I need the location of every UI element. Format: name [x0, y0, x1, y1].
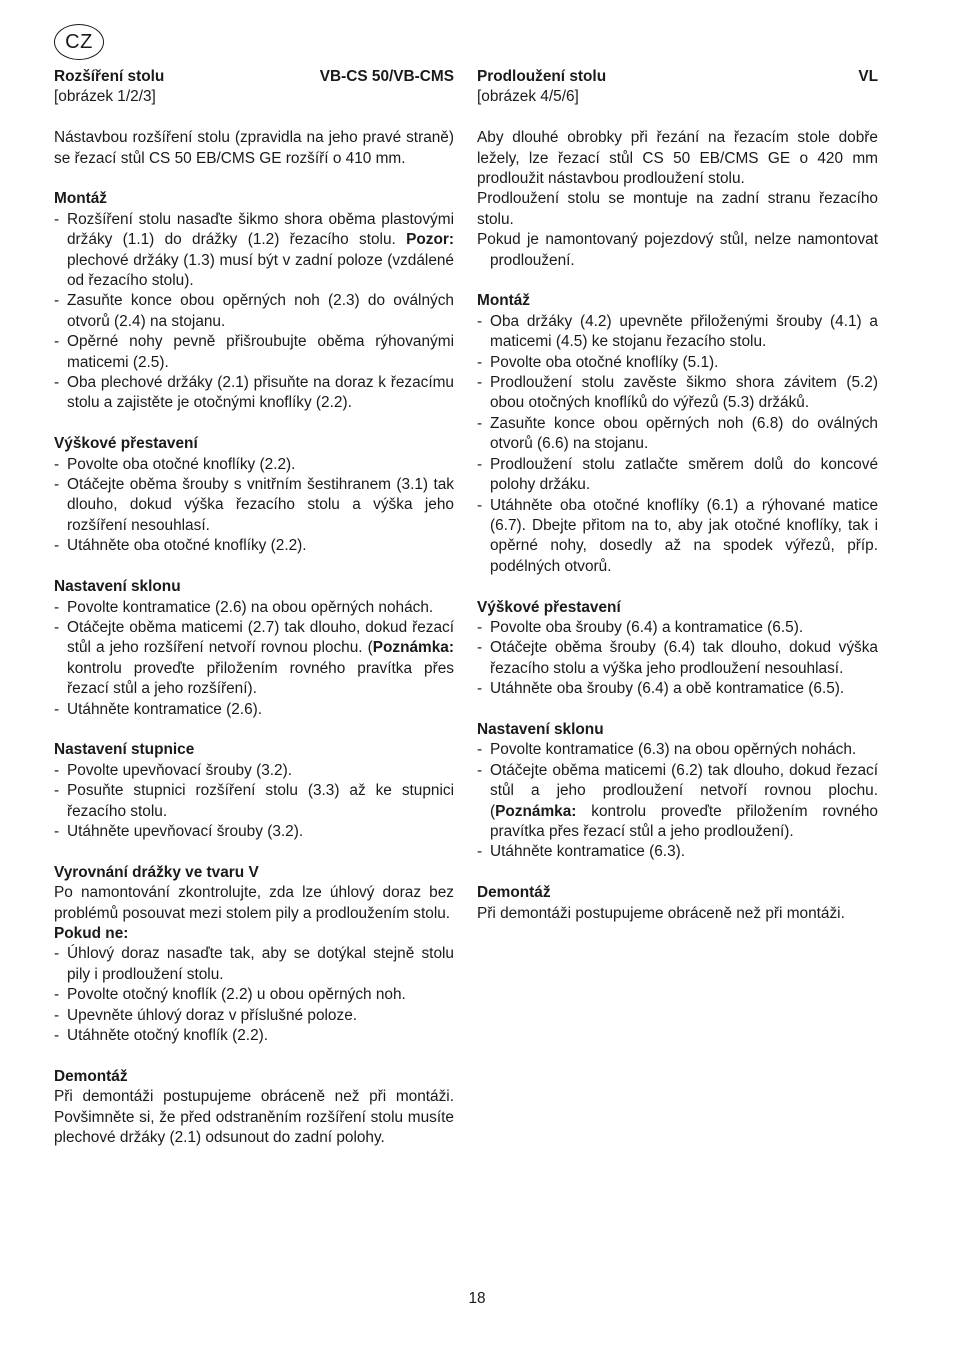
list-item: - Otáčejte oběma maticemi (2.7) tak dlouho, dokud řezací stůl a jeho rozšíření netvoří rovnou plochu. (Poznámka: kontrolu proveďte přiložením rovného pravítka přes řezací stůl a jeho rozšíření). [54, 618, 454, 700]
list-item: - Povolte oba šrouby (6.4) a kontramatice (6.5). [477, 618, 878, 638]
list-item: - Povolte oba otočné knoflíky (5.1). [477, 353, 878, 373]
model-code: VB-CS 50/VB-CMS [319, 68, 454, 85]
heading-montaz: Montáž [54, 190, 108, 208]
heading-vyskove-prestaveni: Výškové přestavení [54, 435, 198, 453]
list-item: - Utáhněte oba šrouby (6.4) a obě kontramatice (6.5). [477, 679, 878, 699]
section-header-table-extension [54, 67, 454, 87]
demontaz-paragraph: Při demontáži postupujeme obráceně než při montáži. Povšimněte si, že před odstraněním rozšíření stolu musíte plechové držáky (2.1) odsunout do zadní polohy. [54, 1088, 454, 1147]
figure-reference: [obrázek 4/5/6] [477, 88, 579, 106]
list-item: - Otáčejte oběma maticemi (6.2) tak dlouho, dokud řezací stůl a jeho prodloužení netvoří rovnou plochu. (Poznámka: kontrolu proveďte přiložením rovného pravítka přes řezací stůl a jeho prodloužení). [477, 761, 878, 843]
right-column [477, 67, 878, 924]
intro-paragraph: Prodloužení stolu se montuje na zadní stranu řezacího stolu. [477, 190, 878, 228]
note-label: Poznámka: [372, 639, 454, 657]
list-item: - Prodloužení stolu zavěste šikmo shora závitem (5.2) obou otočných knoflíků do výřezů (5.3) držáků. [477, 373, 878, 414]
heading-vyrovnani-drazky: Vyrovnání drážky ve tvaru V [54, 863, 259, 881]
figure-reference: [obrázek 1/2/3] [54, 88, 156, 106]
list-item: - Oba držáky (4.2) upevněte přiloženými šrouby (4.1) a maticemi (4.5) ke stojanu řezacího stolu. [477, 312, 878, 353]
list-item: - Povolte kontramatice (6.3) na obou opěrných nohách. [477, 740, 878, 760]
language-code: CZ [65, 30, 93, 53]
list-item: - Opěrné nohy pevně přišroubujte oběma rýhovanými maticemi (2.5). [54, 332, 454, 373]
sklon-list [54, 598, 454, 720]
list-item: - Utáhněte kontramatice (6.3). [477, 842, 878, 862]
model-code: VL [858, 68, 878, 85]
vyska-list [477, 618, 878, 700]
list-item: - Zasuňte konce obou opěrných noh (2.3) do oválných otvorů (2.4) na stojanu. [54, 291, 454, 332]
drazka-paragraph: Po namontování zkontrolujte, zda lze úhlový doraz bez problémů posouvat mezi stolem pily a prodloužením stolu. [54, 884, 454, 922]
heading-demontaz: Demontáž [54, 1067, 128, 1085]
list-item: - Povolte otočný knoflík (2.2) u obou opěrných noh. [54, 985, 454, 1005]
warning-label: Pozor: [406, 231, 455, 249]
list-item: - Utáhněte oba otočné knoflíky (6.1) a rýhované matice (6.7). Dbejte přitom na to, aby jak otočné knoflíky, tak i opěrné nohy, dosedly až na spodek výřezů, příp. podélných otvorů. [477, 496, 878, 578]
heading-montaz: Montáž [477, 292, 531, 310]
language-badge [54, 24, 104, 60]
left-column [54, 67, 454, 1148]
heading-pokud-ne: Pokud ne: [54, 924, 129, 942]
heading-vyskove-prestaveni: Výškové přestavení [477, 598, 621, 616]
intro-paragraph: Nástavbou rozšíření stolu (zpravidla na jeho pravé straně) se řezací stůl CS 50 EB/CMS GE rozšíří o 410 mm. [54, 129, 454, 167]
list-item: - Oba plechové držáky (2.1) přisuňte na doraz k řezacímu stolu a zajistěte je otočnými knoflíky (2.2). [54, 373, 454, 414]
sklon-list [477, 740, 878, 862]
section-header-table-prolongation [477, 67, 878, 87]
list-item: - Zasuňte konce obou opěrných noh (6.8) do oválných otvorů (6.6) na stojanu. [477, 414, 878, 455]
intro-paragraph: Pokud je namontovaný pojezdový stůl, nelze namontovat prodloužení. [477, 231, 878, 269]
list-item: - Utáhněte otočný knoflík (2.2). [54, 1026, 454, 1046]
demontaz-paragraph: Při demontáži postupujeme obráceně než při montáži. [477, 904, 845, 922]
list-item: - Úhlový doraz nasaďte tak, aby se dotýkal stejně stolu pily i prodloužení stolu. [54, 944, 454, 985]
section-title: Prodloužení stolu [477, 68, 607, 85]
list-item: - Utáhněte upevňovací šrouby (3.2). [54, 822, 454, 842]
list-item: - Povolte oba otočné knoflíky (2.2). [54, 455, 454, 475]
intro-paragraph: Aby dlouhé obrobky při řezání na řezacím stole dobře ležely, lze řezací stůl CS 50 EB/CMS GE o 420 mm prodloužit nástavbou prodloužení stolu. [477, 129, 878, 188]
list-item: - Utáhněte kontramatice (2.6). [54, 700, 454, 720]
list-item: - Povolte kontramatice (2.6) na obou opěrných nohách. [54, 598, 454, 618]
montaz-list [54, 210, 454, 414]
heading-nastaveni-sklonu: Nastavení sklonu [54, 578, 181, 596]
vyska-list [54, 455, 454, 557]
stupnice-list [54, 761, 454, 843]
list-item: - Otáčejte oběma šrouby s vnitřním šestihranem (3.1) tak dlouho, dokud výška řezacího stolu a výška jeho rozšíření nesouhlasí. [54, 475, 454, 536]
section-title: Rozšíření stolu [54, 68, 165, 85]
list-item: - Posuňte stupnici rozšíření stolu (3.3) až ke stupnici řezacího stolu. [54, 781, 454, 822]
heading-nastaveni-sklonu: Nastavení sklonu [477, 720, 604, 738]
drazka-list [54, 944, 454, 1046]
list-item: - Rozšíření stolu nasaďte šikmo shora oběma plastovými držáky (1.1) do drážky (1.2) řezacího stolu. Pozor: plechové držáky (1.3) musí být v zadní poloze (vzdálené od řezacího stolu). [54, 210, 454, 292]
montaz-list [477, 312, 878, 577]
list-item: - Otáčejte oběma šrouby (6.4) tak dlouho, dokud výška řezacího stolu a výška jeho prodloužení nesouhlasí. [477, 638, 878, 679]
heading-nastaveni-stupnice: Nastavení stupnice [54, 741, 195, 759]
list-item: - Utáhněte oba otočné knoflíky (2.2). [54, 536, 454, 556]
list-item: - Upevněte úhlový doraz v příslušné poloze. [54, 1006, 454, 1026]
heading-demontaz: Demontáž [477, 884, 551, 902]
list-item: - Povolte upevňovací šrouby (3.2). [54, 761, 454, 781]
list-item: - Prodloužení stolu zatlačte směrem dolů do koncové polohy držáku. [477, 455, 878, 496]
note-label: Poznámka: [495, 802, 577, 820]
page-number: 18 [468, 1290, 486, 1307]
